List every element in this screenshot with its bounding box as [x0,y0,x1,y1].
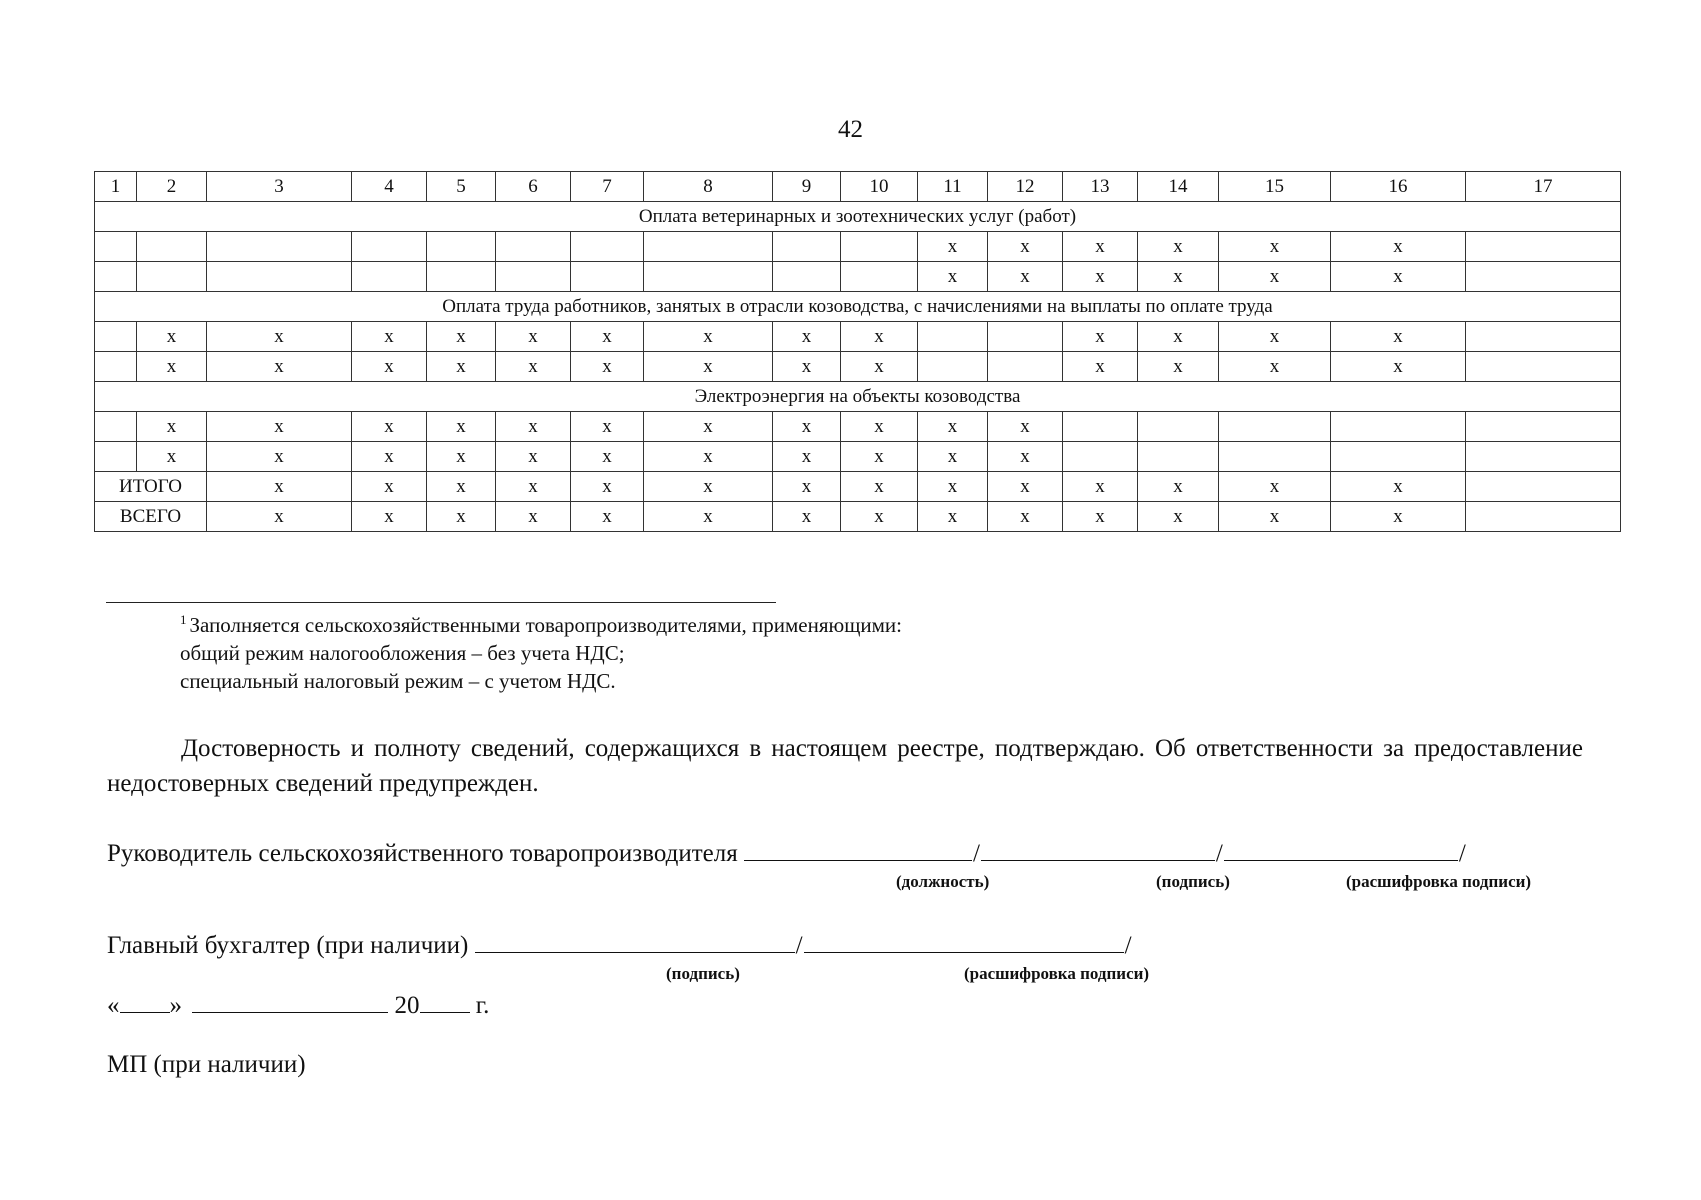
x-mark: x [352,322,427,352]
empty-cell[interactable] [427,262,496,292]
footnote-marker: 1 [180,612,187,627]
x-mark: x [988,262,1063,292]
x-mark: x [841,442,918,472]
empty-cell[interactable] [1219,412,1331,442]
empty-cell[interactable] [1466,442,1621,472]
column-number: 2 [137,172,207,202]
x-mark: x [207,322,352,352]
empty-cell[interactable] [1466,232,1621,262]
empty-cell[interactable] [95,352,137,382]
x-mark: x [496,322,571,352]
x-mark: x [918,442,988,472]
empty-cell[interactable] [644,232,773,262]
column-number: 1 [95,172,137,202]
x-mark: x [1219,262,1331,292]
head-signature-label: Руководитель сельскохозяйственного товаропроизводителя [107,840,738,867]
x-mark: x [1331,502,1466,532]
empty-cell[interactable] [773,232,841,262]
table-row [95,232,1621,262]
x-mark: x [644,442,773,472]
x-mark: x [1331,472,1466,502]
column-number: 17 [1466,172,1621,202]
x-mark: x [352,412,427,442]
x-mark: x [841,352,918,382]
column-number: 11 [918,172,988,202]
x-mark: x [773,412,841,442]
x-mark: x [988,232,1063,262]
x-mark: x [644,502,773,532]
section-row-power [95,382,1621,412]
empty-cell[interactable] [137,262,207,292]
register-table [94,171,1621,532]
empty-cell[interactable] [644,262,773,292]
empty-cell[interactable] [988,322,1063,352]
x-mark: x [1138,472,1219,502]
x-mark: x [1219,352,1331,382]
column-number: 13 [1063,172,1138,202]
empty-cell[interactable] [95,232,137,262]
x-mark: x [1063,322,1138,352]
empty-cell[interactable] [427,232,496,262]
column-number: 4 [352,172,427,202]
head-position-field[interactable] [744,840,972,861]
empty-cell[interactable] [1138,442,1219,472]
column-number: 14 [1138,172,1219,202]
x-mark: x [1219,232,1331,262]
x-mark: x [1219,472,1331,502]
footnote-line-1 [180,606,902,639]
x-mark: x [1138,352,1219,382]
accountant-signature-line [107,932,1133,960]
date-open-quote: « [107,992,120,1019]
column-number: 10 [841,172,918,202]
x-mark: x [773,322,841,352]
grand-total-row [95,502,1621,532]
x-mark: x [773,502,841,532]
separator-slash: / [972,840,980,867]
x-mark: x [1063,502,1138,532]
table-row [95,442,1621,472]
table-row [95,262,1621,292]
column-number: 8 [644,172,773,202]
separator-slash: / [1215,840,1223,867]
column-number: 15 [1219,172,1331,202]
column-number: 7 [571,172,644,202]
x-mark: x [918,262,988,292]
empty-cell[interactable] [988,352,1063,382]
x-mark: x [427,322,496,352]
empty-cell[interactable] [571,232,644,262]
year-field[interactable] [420,992,470,1013]
x-mark: x [644,472,773,502]
x-mark: x [1138,322,1219,352]
empty-cell[interactable] [1466,412,1621,442]
column-number: 12 [988,172,1063,202]
x-mark: x [352,442,427,472]
empty-cell[interactable] [1466,472,1621,502]
section-title: Оплата труда работников, занятых в отрасли козоводства, с начислениями на выплаты по оплате труда [95,292,1621,322]
x-mark: x [773,352,841,382]
x-mark: x [496,502,571,532]
empty-cell[interactable] [95,262,137,292]
x-mark: x [352,502,427,532]
caption-position: (должность) [896,872,990,891]
footnote [180,606,902,695]
date-close-quote: » [169,992,182,1019]
x-mark: x [644,352,773,382]
row-label: ИТОГО [95,472,207,502]
x-mark: x [918,502,988,532]
column-number: 9 [773,172,841,202]
x-mark: x [352,472,427,502]
empty-cell[interactable] [95,442,137,472]
x-mark: x [207,502,352,532]
column-number: 6 [496,172,571,202]
empty-cell[interactable] [918,352,988,382]
x-mark: x [137,352,207,382]
empty-cell[interactable] [1466,502,1621,532]
section-title: Электроэнергия на объекты козоводства [95,382,1621,412]
accountant-decoding-field[interactable] [804,932,1124,953]
empty-cell[interactable] [496,262,571,292]
empty-cell[interactable] [571,262,644,292]
x-mark: x [1063,352,1138,382]
empty-cell[interactable] [137,232,207,262]
x-mark: x [571,412,644,442]
x-mark: x [496,442,571,472]
table-header-row [95,172,1621,202]
x-mark: x [1331,262,1466,292]
x-mark: x [137,322,207,352]
empty-cell[interactable] [496,232,571,262]
year-prefix: 20 [394,992,420,1019]
empty-cell[interactable] [1331,442,1466,472]
x-mark: x [1138,262,1219,292]
empty-cell[interactable] [1466,322,1621,352]
x-mark: x [841,502,918,532]
x-mark: x [207,442,352,472]
caption-accountant-signature: (подпись) [666,964,740,983]
register-table-body [95,172,1621,532]
footnote-line-2: общий режим налогообложения – без учета НДС; [180,641,625,665]
x-mark: x [496,412,571,442]
empty-cell[interactable] [95,322,137,352]
empty-cell[interactable] [352,262,427,292]
empty-cell[interactable] [207,262,352,292]
x-mark: x [1138,502,1219,532]
table-row [95,352,1621,382]
section-row-vet [95,202,1621,232]
row-label: ВСЕГО [95,502,207,532]
head-signature-line [107,840,1467,868]
total-row [95,472,1621,502]
column-number: 5 [427,172,496,202]
year-suffix: г. [475,992,490,1019]
x-mark: x [571,502,644,532]
empty-cell[interactable] [1063,412,1138,442]
accountant-signature-label: Главный бухгалтер (при наличии) [107,932,469,959]
x-mark: x [1063,232,1138,262]
empty-cell[interactable] [95,412,137,442]
x-mark: x [571,442,644,472]
x-mark: x [1219,502,1331,532]
x-mark: x [918,472,988,502]
x-mark: x [427,352,496,382]
empty-cell[interactable] [1466,352,1621,382]
head-signature-field[interactable] [981,840,1215,861]
stamp-place: МП (при наличии) [107,1051,306,1078]
x-mark: x [773,472,841,502]
x-mark: x [427,472,496,502]
table-row [95,322,1621,352]
empty-cell[interactable] [841,232,918,262]
footnote-line-3: специальный налоговый режим – с учетом НДС. [180,669,616,693]
x-mark: x [988,412,1063,442]
x-mark: x [1219,322,1331,352]
empty-cell[interactable] [1063,442,1138,472]
empty-cell[interactable] [773,262,841,292]
empty-cell[interactable] [352,232,427,262]
empty-cell[interactable] [918,322,988,352]
x-mark: x [207,412,352,442]
x-mark: x [496,472,571,502]
x-mark: x [1063,472,1138,502]
empty-cell[interactable] [1138,412,1219,442]
x-mark: x [571,472,644,502]
x-mark: x [1138,232,1219,262]
page-number: 42 [838,116,863,143]
section-title-vet: Оплата ветеринарных и зоотехнических услуг (работ) [95,202,1621,232]
x-mark: x [207,472,352,502]
column-number: 3 [207,172,352,202]
caption-accountant-decoding: (расшифровка подписи) [964,964,1150,983]
head-decoding-field[interactable] [1224,840,1458,861]
month-field[interactable] [192,992,388,1013]
caption-decoding: (расшифровка подписи) [1346,872,1532,891]
x-mark: x [988,472,1063,502]
x-mark: x [427,442,496,472]
x-mark: x [571,322,644,352]
empty-cell[interactable] [841,262,918,292]
x-mark: x [773,442,841,472]
footnote-divider [106,602,776,603]
x-mark: x [137,442,207,472]
x-mark: x [841,412,918,442]
empty-cell[interactable] [1331,412,1466,442]
x-mark: x [1331,232,1466,262]
x-mark: x [644,412,773,442]
day-field[interactable] [120,992,170,1013]
x-mark: x [1063,262,1138,292]
x-mark: x [496,352,571,382]
column-number: 16 [1331,172,1466,202]
separator-slash: / [795,932,803,959]
x-mark: x [1331,352,1466,382]
x-mark: x [988,442,1063,472]
x-mark: x [207,352,352,382]
x-mark: x [571,352,644,382]
x-mark: x [918,412,988,442]
accountant-signature-field[interactable] [475,932,795,953]
footnote-text-1: Заполняется сельскохозяйственными товаропроизводителями, применяющими: [189,613,902,637]
section-row-labor [95,292,1621,322]
x-mark: x [1331,322,1466,352]
x-mark: x [918,232,988,262]
caption-signature: (подпись) [1156,872,1230,891]
table-row [95,412,1621,442]
x-mark: x [427,412,496,442]
empty-cell[interactable] [207,232,352,262]
empty-cell[interactable] [1219,442,1331,472]
x-mark: x [841,472,918,502]
x-mark: x [644,322,773,352]
x-mark: x [137,412,207,442]
empty-cell[interactable] [1466,262,1621,292]
date-line [107,992,489,1020]
x-mark: x [988,502,1063,532]
separator-slash: / [1124,932,1132,959]
x-mark: x [427,502,496,532]
certification-statement: Достоверность и полноту сведений, содержащихся в настоящем реестре, подтверждаю. Об ответственности за предоставление недостоверных сведений предупрежден. [107,735,1583,797]
x-mark: x [841,322,918,352]
x-mark: x [352,352,427,382]
separator-slash: / [1458,840,1466,867]
